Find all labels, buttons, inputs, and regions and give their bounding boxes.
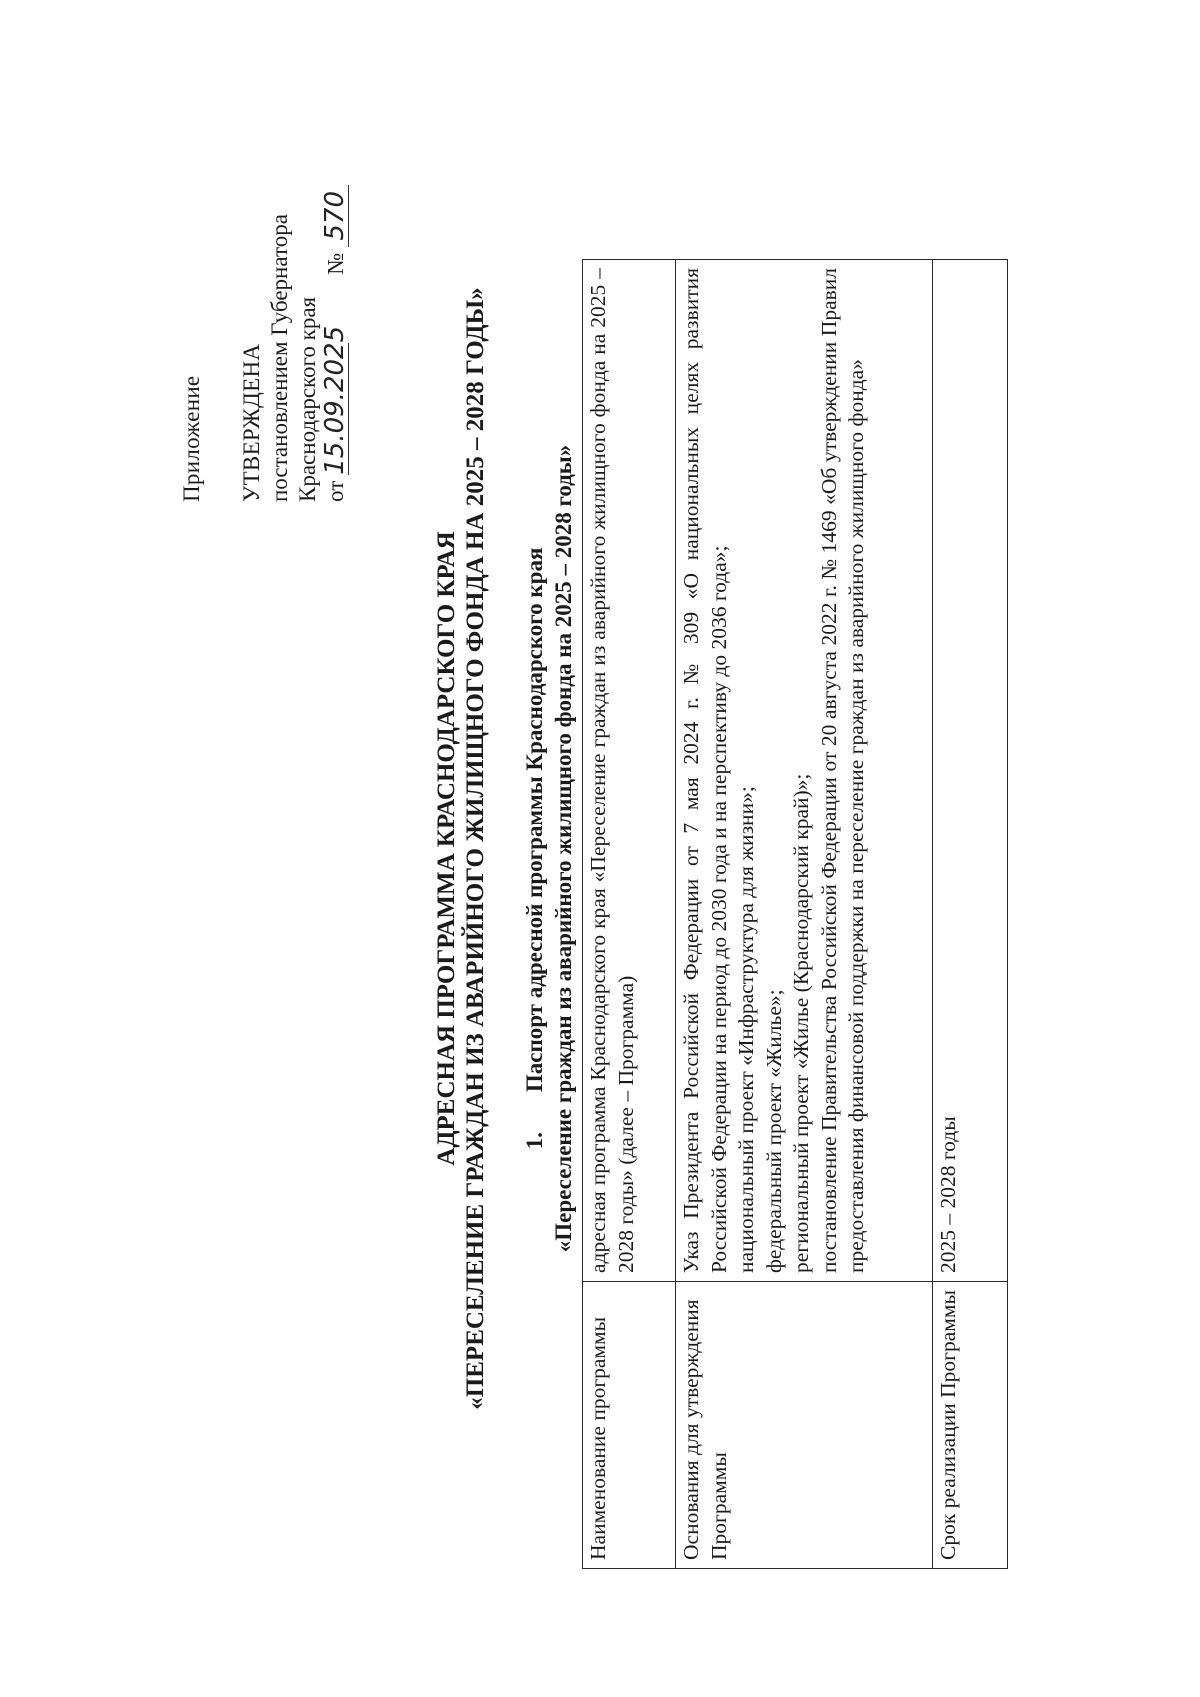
handwritten-date: 15.09.2025 xyxy=(320,325,350,475)
handwritten-number: 570 xyxy=(322,185,349,247)
title-line-1: АДРЕСНАЯ ПРОГРАММА КРАСНОДАРСКОГО КРАЯ xyxy=(433,531,460,1166)
section-number: 1. xyxy=(522,1132,547,1150)
passport-heading-line-1 xyxy=(520,0,549,1697)
date-prefix: от xyxy=(323,480,348,502)
passport-heading xyxy=(520,0,578,1697)
table-row xyxy=(933,260,1008,1569)
value-line: национальный проект «Инфраструктура для жизни»; xyxy=(734,786,758,1273)
value-line: региональный проект «Жилье (Краснодарский край)»; xyxy=(789,773,813,1273)
row-label: Основания для утверждения Программы xyxy=(676,1282,933,1569)
approval-line-1: постановлением Губернатора xyxy=(267,214,292,502)
approval-stamp-block xyxy=(178,182,352,502)
approval-date-line xyxy=(322,182,352,502)
passport-table xyxy=(582,259,1008,1569)
row-value xyxy=(583,260,676,1282)
title-line-2: «ПЕРЕСЕЛЕНИЕ ГРАЖДАН ИЗ АВАРИЙНОГО ЖИЛИЩНОГО ФОНДА НА 2025 – 2028 ГОДЫ» xyxy=(462,287,489,1410)
value-line: Указ Президента Российской Федерации от 7 мая 2024 г. № 309 «О национальных целях развития Российской Федерации на период до 2030 года и на перспективу до 2036 года»; xyxy=(679,268,731,1273)
value-line: федеральный проект «Жилье»; xyxy=(761,989,786,1273)
value-line: постановление Правительства Российской Федерации от 20 августа 2022 г. № 1469 «Об утверждении Правил предоставления финансовой поддержки на переселение граждан из аварийного жилищного фонда» xyxy=(816,268,868,1273)
value-line: 2025 – 2028 годы xyxy=(936,1116,960,1273)
table-row xyxy=(583,260,676,1569)
approved-label: УТВЕРЖДЕНА xyxy=(239,343,264,502)
approval-line-2: Краснодарского края xyxy=(295,296,320,502)
document-title xyxy=(432,0,490,1697)
row-value xyxy=(676,260,933,1282)
number-sign: № xyxy=(323,252,348,275)
row-value xyxy=(933,260,1008,1282)
passport-heading-text-1: Паспорт адресной программы Краснодарского края xyxy=(522,547,547,1093)
value-line: адресная программа Краснодарского края «Переселение граждан из аварийного жилищного фонда на 2025 – 2028 годы» (далее – Программа) xyxy=(586,268,638,1273)
passport-heading-line-2: «Переселение граждан из аварийного жилищного фонда на 2025 – 2028 годы» xyxy=(551,444,576,1253)
table-row xyxy=(676,260,933,1569)
row-label: Наименование программы xyxy=(583,1282,676,1569)
row-label: Срок реализации Программы xyxy=(933,1282,1008,1569)
appendix-label: Приложение xyxy=(179,375,204,502)
